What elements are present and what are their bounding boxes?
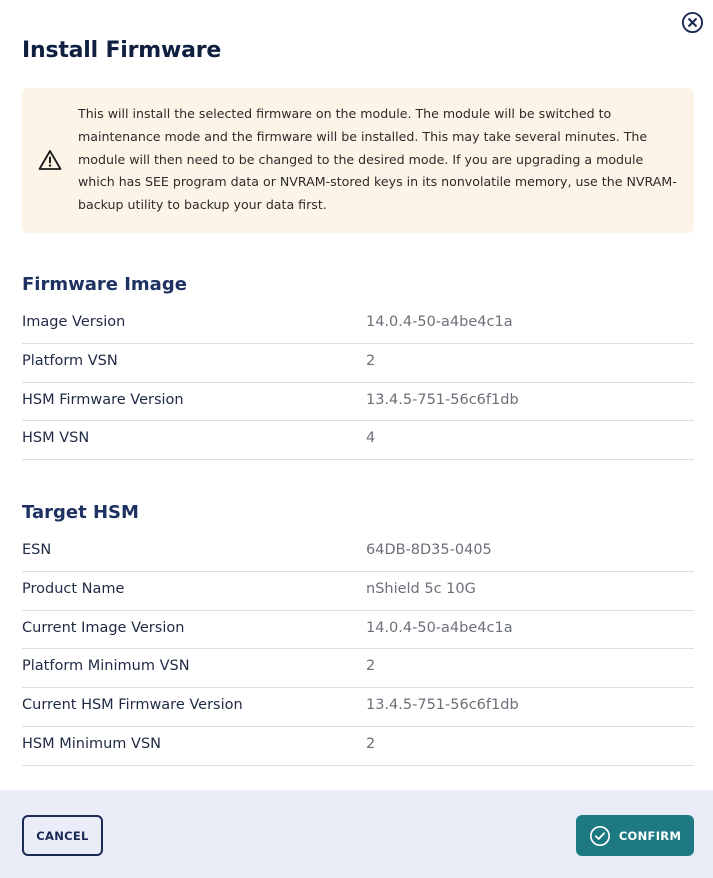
row-value: 2: [366, 352, 376, 369]
warning-triangle-icon: [38, 149, 62, 171]
row-value: 14.0.4-50-a4be4c1a: [366, 314, 513, 330]
row-label: Platform Minimum VSN: [22, 658, 190, 675]
row-value: 13.4.5-751-56c6f1db: [366, 697, 519, 714]
firmware-image-table: [22, 305, 694, 460]
row-value: 4: [366, 430, 376, 447]
table-row: [22, 688, 694, 727]
firmware-image-heading: Firmware Image: [22, 274, 187, 295]
table-row: [22, 383, 694, 422]
table-row: [22, 727, 694, 766]
warning-text: This will install the selected firmware on the module. The module will be switched to maintenance mode and the firmware will be installed. This may take several minutes. The module will then need to be changed to the desired mode. If you are upgrading a module which has SEE program data or NVRAM-stored keys in its nonvolatile memory, use the NVRAM-backup utility to backup your data first.: [78, 106, 677, 213]
check-circle-icon: [589, 825, 611, 847]
table-row: [22, 305, 694, 344]
row-value: 14.0.4-50-a4be4c1a: [366, 619, 513, 636]
target-hsm-table: [22, 533, 694, 766]
row-label: HSM VSN: [22, 430, 90, 447]
close-icon[interactable]: [681, 11, 704, 34]
table-row: [22, 572, 694, 611]
target-hsm-heading: Target HSM: [22, 502, 139, 523]
table-row: [22, 344, 694, 383]
dialog-title: Install Firmware: [22, 38, 222, 63]
table-row: [22, 649, 694, 688]
row-label: Current HSM Firmware Version: [22, 697, 243, 714]
row-label: Product Name: [22, 580, 125, 597]
dialog-footer: [0, 790, 713, 878]
cancel-button[interactable]: CANCEL: [22, 815, 103, 856]
table-row: [22, 533, 694, 572]
row-value: 13.4.5-751-56c6f1db: [366, 391, 519, 408]
row-label: Current Image Version: [22, 619, 185, 636]
warning-banner: [22, 88, 694, 233]
row-label: ESN: [22, 542, 52, 558]
row-value: 64DB-8D35-0405: [366, 542, 492, 558]
table-row: [22, 421, 694, 460]
confirm-label: CONFIRM: [618, 828, 682, 843]
table-row: [22, 611, 694, 650]
row-value: 2: [366, 658, 376, 675]
row-label: HSM Minimum VSN: [22, 735, 162, 752]
row-label: Image Version: [22, 314, 126, 330]
row-value: nShield 5c 10G: [366, 580, 476, 597]
row-label: Platform VSN: [22, 352, 118, 369]
row-label: HSM Firmware Version: [22, 391, 184, 408]
confirm-button[interactable]: [576, 815, 694, 856]
row-value: 2: [366, 735, 376, 752]
